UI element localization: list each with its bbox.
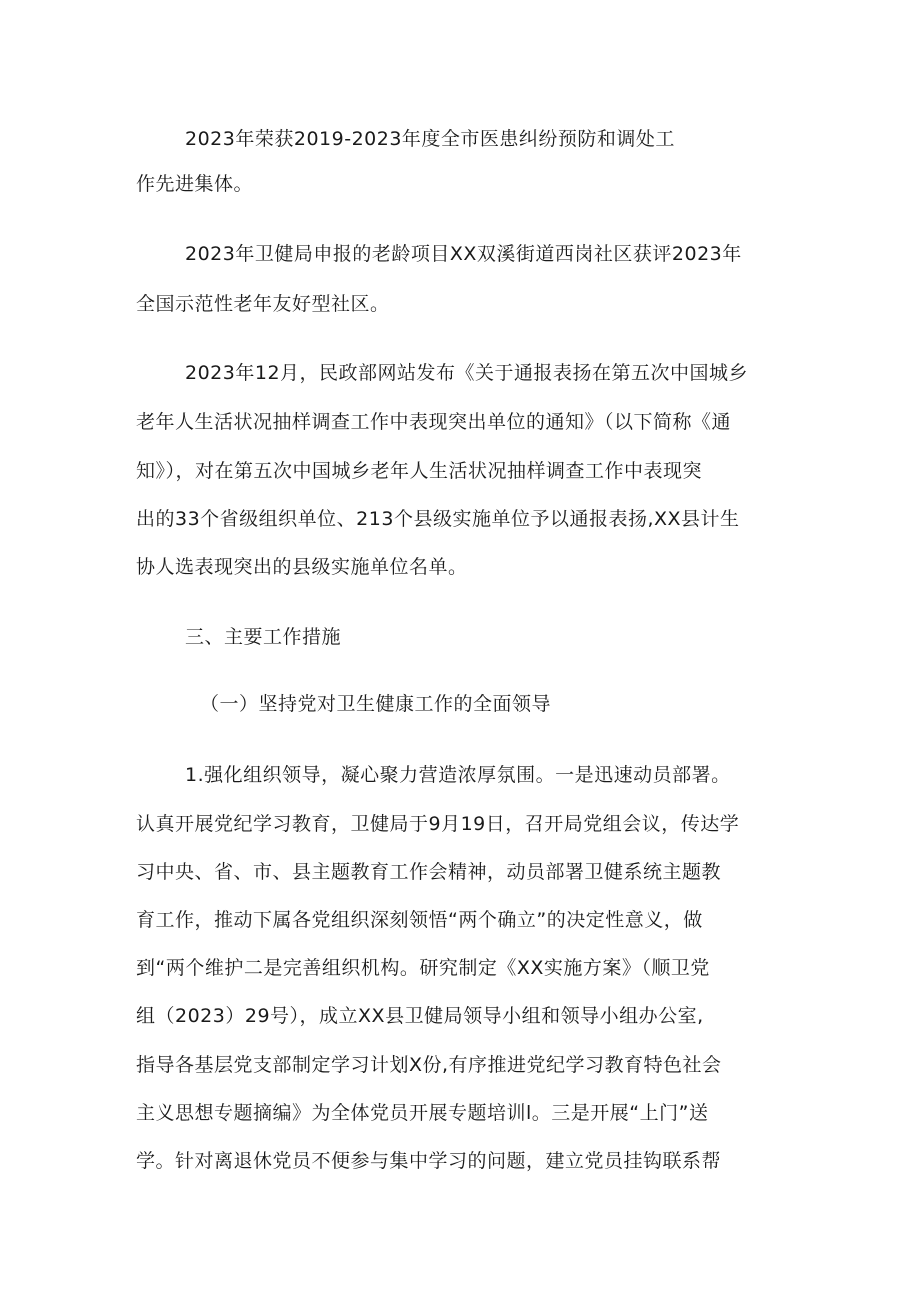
item-line-1: 1.强化组织领导，凝心聚力营造浓厚氛围。一是迅速动员部署。	[185, 764, 731, 786]
item-line-7: 指导各基层党支部制定学习计划X份,有序推进党纪学习教育特色社会	[136, 1054, 722, 1076]
notice-line-2: 老年人生活状况抽样调查工作中表现突出单位的通知》（以下简称《通	[136, 411, 732, 433]
community-award-line-2: 全国示范性老年友好型社区。	[136, 293, 390, 315]
item-line-6: 组（2023）29号），成立XX县卫健局领导小组和领导小组办公室,	[136, 1005, 704, 1027]
item-line-8: 主义思想专题摘编》为全体党员开展专题培训l。三是开展“上门”送	[136, 1102, 709, 1124]
item-line-2: 认真开展党纪学习教育，卫健局于9月19日，召开局党组会议，传达学	[136, 813, 740, 835]
award-line-2: 作先进集体。	[136, 173, 254, 195]
notice-line-4: 出的33个省级组织单位、213个县级实施单位予以通报表扬,XX县计生	[136, 508, 740, 530]
notice-line-3: 知》），对在第五次中国城乡老年人生活状况抽样调查工作中表现突	[136, 460, 703, 482]
notice-line-5: 协人选表现突出的县级实施单位名单。	[136, 556, 468, 578]
item-line-5: 到“两个维护二是完善组织机构。研究制定《XX实施方案》（顺卫党	[136, 957, 710, 979]
award-line-1: 2023年荣获2019-2023年度全市医患纠纷预防和调处工	[185, 128, 675, 150]
subsection-heading: （一）坚持党对卫生健康工作的全面领导	[200, 693, 552, 715]
item-line-9: 学。针对离退休党员不便参与集中学习的问题，建立党员挂钩联系帮	[136, 1150, 722, 1172]
notice-line-1: 2023年12月，民政部网站发布《关于通报表扬在第五次中国城乡	[185, 362, 749, 384]
item-line-3: 习中央、省、市、县主题教育工作会精神，动员部署卫健系统主题教	[136, 861, 722, 883]
item-line-4: 育工作，推动下属各党组织深刻领悟“两个确立”的决定性意义，做	[136, 909, 703, 931]
section-heading: 三、主要工作措施	[185, 626, 342, 648]
community-award-line-1: 2023年卫健局申报的老龄项目XX双溪街道西岗社区获评2023年	[185, 243, 742, 265]
